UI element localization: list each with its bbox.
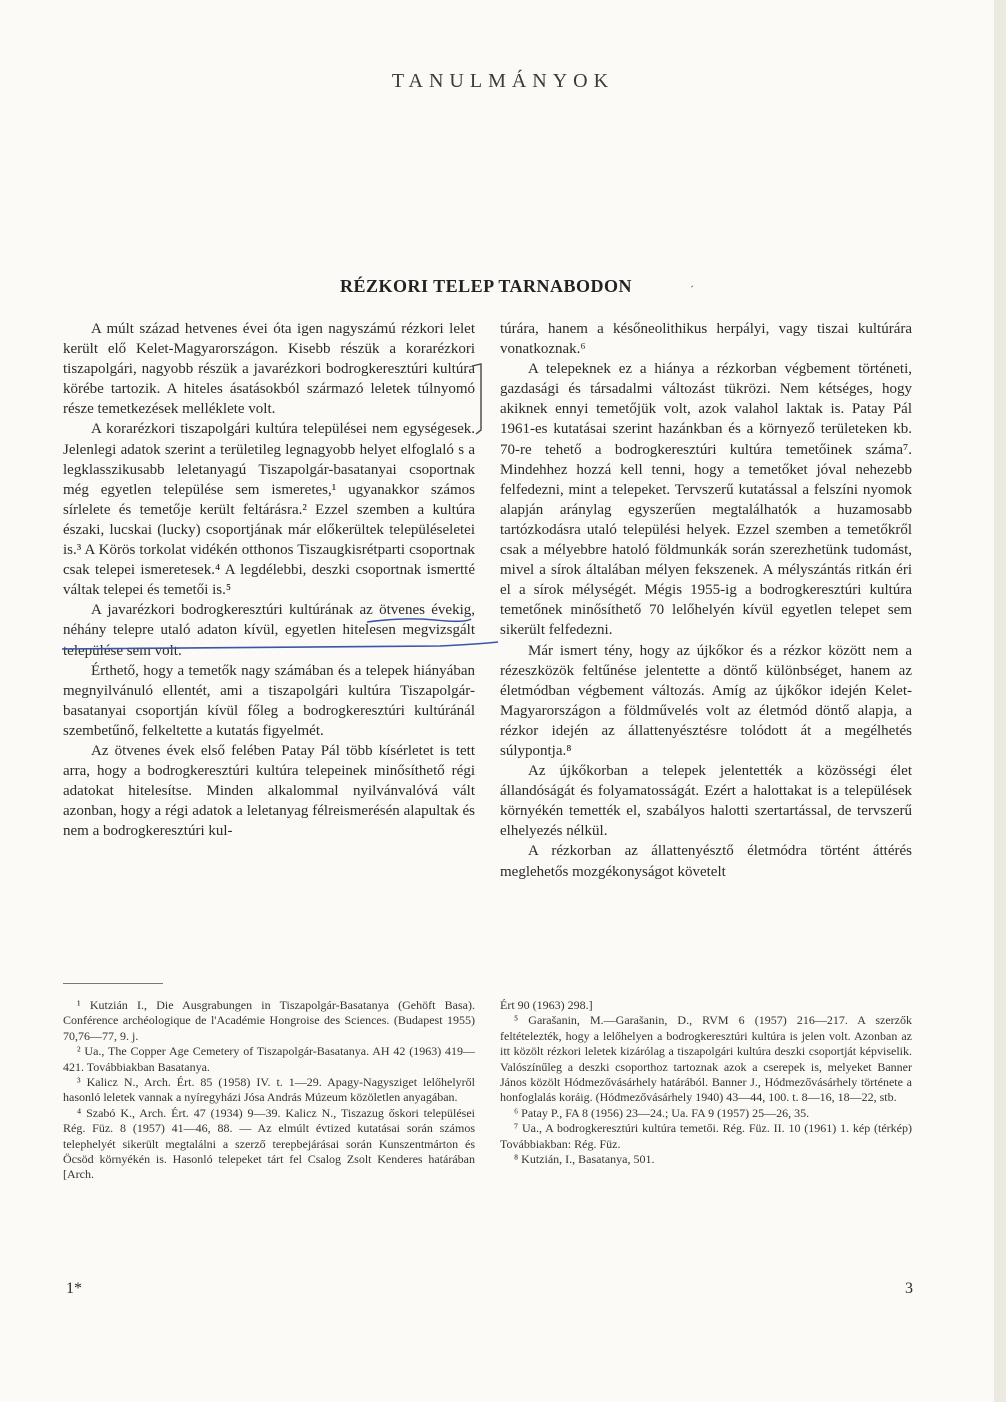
footnote: ² Ua., The Copper Age Cemetery of Tiszapolgár-Basatanya. AH 42 (1963) 419—421. Továbbiakban Basatanya.: [63, 1044, 475, 1074]
footnote: ⁵ Garašanin, M.—Garašanin, D., RVM 6 (1957) 216—217. A szerzők feltételezték, hogy a lelőhelyen a bodrogkeresztúri kultúra is jelen volt. Azonban az itt közölt rézkori leletek kizárólag a tiszapolgári kultúra deszki csoportját képviselik. Valószínűleg a deszki csoporthoz tartoznak azok a cserepek is, melyeket Banner János közölt Hódmezővásárhely határából. Banner J., Hódmezővásárhely története a honfoglalás koráig. (Hódmezővásárhely 1940) 43—44, 100. t. 8—16, 18—22, stb.: [500, 1013, 912, 1105]
footnote-rule: [63, 983, 163, 984]
page-number: 3: [905, 1280, 913, 1297]
footnotes-left: [63, 998, 475, 1183]
paragraph: A múlt század hetvenes évei óta igen nagyszámú rézkori lelet került elő Kelet-Magyarországon. Kisebb részük a korarézkori tiszapolgári, nagyobb részük a javarézkori bodrogkeresztúri kultúra körébe tartozik. A hiteles ásatásokból származó leletek túlnyomó része temetkezések melléklete volt.: [63, 321, 475, 418]
footnotes-right: [500, 998, 912, 1167]
paragraph: túrára, hanem a későneolithikus herpályi, vagy tiszai kultúrára vonatkoznak.⁶: [500, 321, 912, 358]
article-title: RÉZKORI TELEP TARNABODON: [339, 276, 633, 296]
paragraph: A telepeknek ez a hiánya a rézkorban végbement történeti, gazdasági és társadalmi változást tükrözi. Nem kétséges, hogy akiknek ennyi temetőjük volt, azok valahol laktak is. Patay Pál 1961-es kutatásai szerint hazánkban és a környező területeken kb. 70-re tehető a bodrogkeresztúri kultúra temetőinek száma⁷. Mindehhez hozzá kell tenni, hogy a temetőket jóval nehezebb felfedezni, mint a telepeket. Tervszerű kutatással a felszíni nyomok alapján aránylag egyszerűen megtalálhatók a huzamosabb tartózkodásra utaló települési helyek. Ezzel szemben a temetőkről csak a mélyebbre hatoló földmunkák során szerezhetünk tudomást, mivel a sírok általában mélyen fekszenek. A mélyszántás ritkán éri el a sírok mélységét. Mégis 1955-ig a bodrogkeresztúri kultúra temetőnek minősíthető 70 lelőhelyén kívül egyetlen telepet sem sikerült felfedezni.: [500, 361, 912, 639]
footnote: ⁷ Ua., A bodrogkeresztúri kultúra temetői. Rég. Füz. II. 10 (1961) 1. kép (térkép) Továbbiakban: Rég. Füz.: [500, 1121, 912, 1151]
footnote: ⁶ Patay P., FA 8 (1956) 23—24.; Ua. FA 9 (1957) 25—26, 35.: [514, 1105, 810, 1120]
paragraph: Az ötvenes évek első felében Patay Pál több kísérletet is tett arra, hogy a bodrogkeresztúri kultúra telepeinek minősíthető régi adatokat hitelesítse. Minden alkalommal nyilvánvalóvá vált azonban, hogy a régi adatok a leletanyag félreismerésén alapultak és nem a bodrogkeresztúri kul-: [63, 742, 475, 840]
paragraph: Már ismert tény, hogy az újkőkor és a rézkor között nem a rézeszközök feltűnése jelentette a döntő különbséget, hanem az életmódban végbement változás. Amíg az újkőkor idején Kelet-Magyarországon a földművelés volt az életmód döntő alapja, a rézkor idején az állattenyésztésre tolódott át a megélhetés súlypontja.⁸: [500, 642, 912, 759]
running-head: TANULMÁNYOK: [391, 70, 615, 92]
footnote: ⁸ Kutzián, I., Basatanya, 501.: [514, 1152, 655, 1167]
paragraph: Az újkőkorban a telepek jelentették a közösségi élet állandóságát és folyamatosságát. Ezért a halottakat is a települések környékén temették el, szabályos halotti szertartással, de tervszerű elhelyezés nélkül.: [500, 763, 912, 840]
paragraph: A rézkorban az állattenyésztő életmódra történt áttérés meglehetős mozgékonyságot követelt: [500, 843, 912, 880]
scan-edge: [994, 0, 1006, 1402]
paragraph: A javarézkori bodrogkeresztúri kultúrának az ötvenes évekig, néhány telepre utaló adaton kívül, egyetlen hitelesen megvizsgált települése sem volt.: [63, 602, 475, 659]
body-column-left: [63, 319, 475, 841]
footnote: ³ Kalicz N., Arch. Ért. 85 (1958) IV. t. 1—29. Apagy-Nagysziget lelőhelyről hasonló leletek vannak a nyíregyházi Jósa András Múzeum közöletlen anyagában.: [63, 1075, 475, 1105]
footnote: ¹ Kutzián I., Die Ausgrabungen in Tiszapolgár-Basatanya (Gehöft Basa). Conférence archéologique de l'Académie Hongroise des Sciences. (Budapest 1955) 70,76—77, 9. j.: [63, 998, 475, 1043]
paragraph: A korarézkori tiszapolgári kultúra települései nem egységesek. Jelenlegi adatok szerint a területileg legnagyobb helyet elfoglaló s a legklasszikusabb leletanyagú Tiszapolgár-basatanyai csoportnak még egyetlen települése sem ismeretes,¹ ugyanakkor számos sírlelete és temetője került feltárásra.² Ezzel szemben a kultúra északi, lucskai (lucky) csoportjának már előkerültek településeletei is.³ A Körös torkolat vidékén otthonos Tiszaugkisrétparti csoportnak csak telepei ismeretesek.⁴ A legdélebbi, deszki csoportnak ismertté váltak telepei és temetői is.⁵: [63, 421, 475, 599]
stray-mark: ´: [690, 283, 694, 297]
body-column-right: [500, 319, 912, 882]
footnote: Ért 90 (1963) 298.]: [500, 998, 593, 1012]
footnote: ⁴ Szabó K., Arch. Ért. 47 (1934) 9—39. Kalicz N., Tiszazug őskori települései Rég. Füz. 8 (1957) 41—46, 88. — Az elmúlt évtized kutatásai során számos telephelyét sikerült megtalálni a szerző terepbejárásai során Kunszentmárton és Öcsöd környékén is. Hasonló telepeket tárt fel Csalog Zsolt Kenderes határában [Arch.: [63, 1105, 475, 1182]
paragraph: Érthető, hogy a temetők nagy számában és a telepek hiányában megnyilvánuló ellentét, ami a tiszapolgári kultúra Tiszapolgár-basatanyai csoportján kívül főleg a bodrogkeresztúri kultúránál szembetűnő, felkeltette a kutatás figyelmét.: [63, 662, 475, 739]
signature-mark: 1*: [66, 1280, 82, 1297]
